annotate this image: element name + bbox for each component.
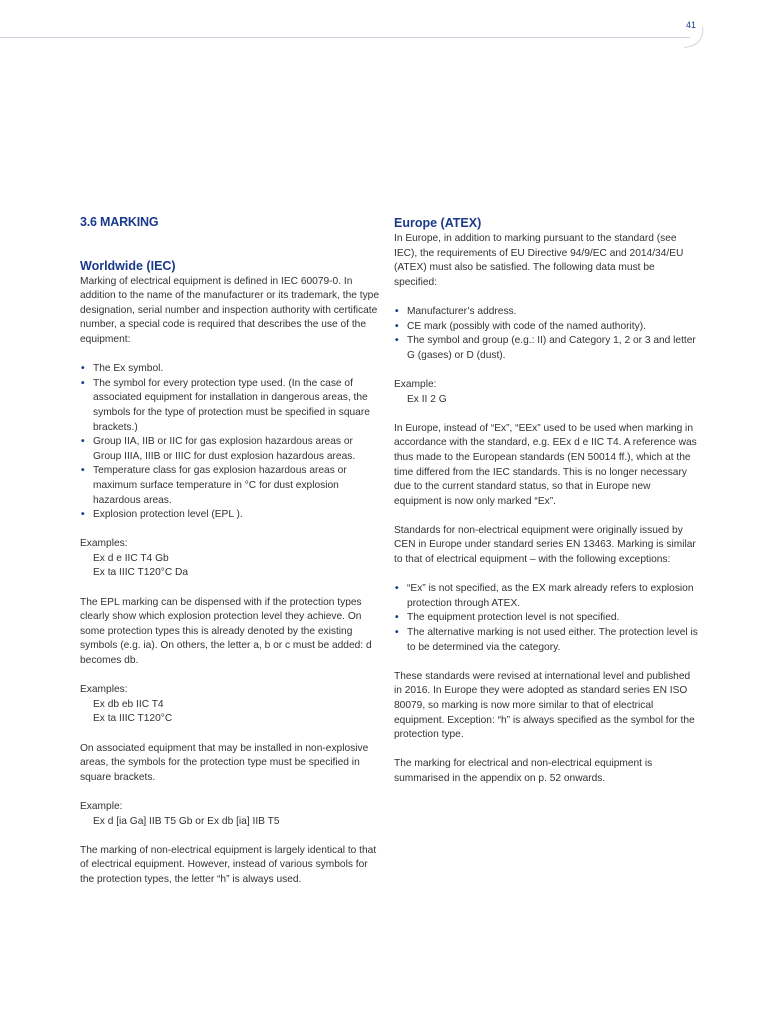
non-electrical-paragraph: The marking of non-electrical equipment is largely identical to that of electrical equipment. However, instead of various symbols for the protection types, the letter “h” is always used. xyxy=(80,844,377,885)
list-item: • “Ex” is not specified, as the EX mark already refers to explosion protection through ATEX. xyxy=(394,582,698,611)
section-title: 3.6 MARKING xyxy=(80,215,159,229)
list-item: • Group IIA, IIB or IIC for gas explosion hazardous areas or Group IIIA, IIIB or IIIC for dust explosion hazardous areas. xyxy=(80,435,380,464)
list-item: • Manufacturer’s address. xyxy=(394,305,698,320)
example-line: Ex d [ia Ga] IIB T5 Gb or Ex db [ia] IIB T5 xyxy=(93,815,280,827)
list-item: • Explosion protection level (EPL ). xyxy=(80,508,380,523)
list-item: • The symbol for every protection type used. (In the case of associated equipment for installation in dangerous areas, the symbols for the type of protection must be specified in square brackets.) xyxy=(80,377,380,435)
examples-block-1 xyxy=(80,537,380,581)
atex-example-block xyxy=(394,378,698,407)
atex-requirements-list xyxy=(394,305,698,363)
example-line: Ex d e IIC T4 Gb xyxy=(93,552,169,564)
example-label: Example: xyxy=(394,378,437,390)
examples-block-3 xyxy=(80,800,380,829)
example-line: Ex ta IIIC T120°C xyxy=(93,713,173,725)
heading-europe-atex: Europe (ATEX) xyxy=(394,216,482,230)
summary-paragraph: The marking for electrical and non-electrical equipment is summarised in the appendix on p. 52 onwards. xyxy=(394,758,653,784)
list-item: • The alternative marking is not used either. The protection level is to be determined via the category. xyxy=(394,626,698,655)
examples-label: Examples: xyxy=(80,684,128,696)
exceptions-list xyxy=(394,582,698,655)
list-item: • The symbol and group (e.g.: II) and Category 1, 2 or 3 and letter G (gases) or D (dust). xyxy=(394,334,698,363)
right-column xyxy=(394,215,698,801)
cen-paragraph: Standards for non-electrical equipment were originally issued by CEN in Europe under standard series EN 13463. Marking is similar to that of electrical equipment – with the following exceptions: xyxy=(394,524,696,566)
atex-intro-paragraph: In Europe, in addition to marking pursuant to the standard (see IEC), the requirements of EU Directive 94/9/EC and 2014/34/EU (ATEX) must also be satisfied. The following data must be specified: xyxy=(394,233,684,288)
iec-intro-paragraph: Marking of electrical equipment is defined in IEC 60079-0. In addition to the name of the manufacturer or its trademark, the type designation, serial number and inspection authority with certificate number, a special code is required that describes the use of the equipment: xyxy=(80,275,379,345)
eex-paragraph: In Europe, instead of “Ex”, “EEx” used to be used when marking in accordance with the standard, e.g. EEx d e IIC T4. A reference was thus made to the European standards (EN 50014 ff.), which at the time differed from the IEC standards. This is no longer necessary due to the current standard status, so that in Europe new equipment is now only marked “Ex”. xyxy=(394,422,697,507)
list-item: • CE mark (possibly with code of the named authority). xyxy=(394,320,698,335)
example-label: Example: xyxy=(80,800,123,812)
example-line: Ex II 2 G xyxy=(407,393,447,405)
examples-label: Examples: xyxy=(80,538,128,550)
list-item: • Temperature class for gas explosion hazardous areas or maximum surface temperature in °C for dust explosion hazardous areas. xyxy=(80,464,380,508)
page-number: 41 xyxy=(685,20,696,30)
header-rule-curve xyxy=(680,27,706,48)
heading-worldwide-iec: Worldwide (IEC) xyxy=(80,258,176,273)
iec-requirements-list xyxy=(80,362,380,523)
header-rule xyxy=(0,37,690,38)
epl-paragraph: The EPL marking can be dispensed with if the protection types clearly show which explosion protection level they achieve. On some protection types this is already denoted by the existing symbols (e.g. ia). On others, the letter a, b or c must be added: d becomes db. xyxy=(80,596,372,667)
associated-equipment-paragraph: On associated equipment that may be installed in non-explosive areas, the symbols for the protection type must be specified in square brackets. xyxy=(80,742,369,783)
example-line: Ex db eb IIC T4 xyxy=(93,698,164,710)
list-item: • The Ex symbol. xyxy=(80,362,380,377)
revised-standards-paragraph: These standards were revised at international level and published in 2016. In Europe they were adopted as standard series EN ISO 80079, so marking is now more similar to that of electrical equipment. Exception: “h” is always specified as the symbol for the protection type. xyxy=(394,670,695,741)
left-column xyxy=(80,215,380,902)
examples-block-2 xyxy=(80,683,380,727)
example-line: Ex ta IIIC T120°C Da xyxy=(93,567,189,579)
list-item: • The equipment protection level is not specified. xyxy=(394,611,698,626)
